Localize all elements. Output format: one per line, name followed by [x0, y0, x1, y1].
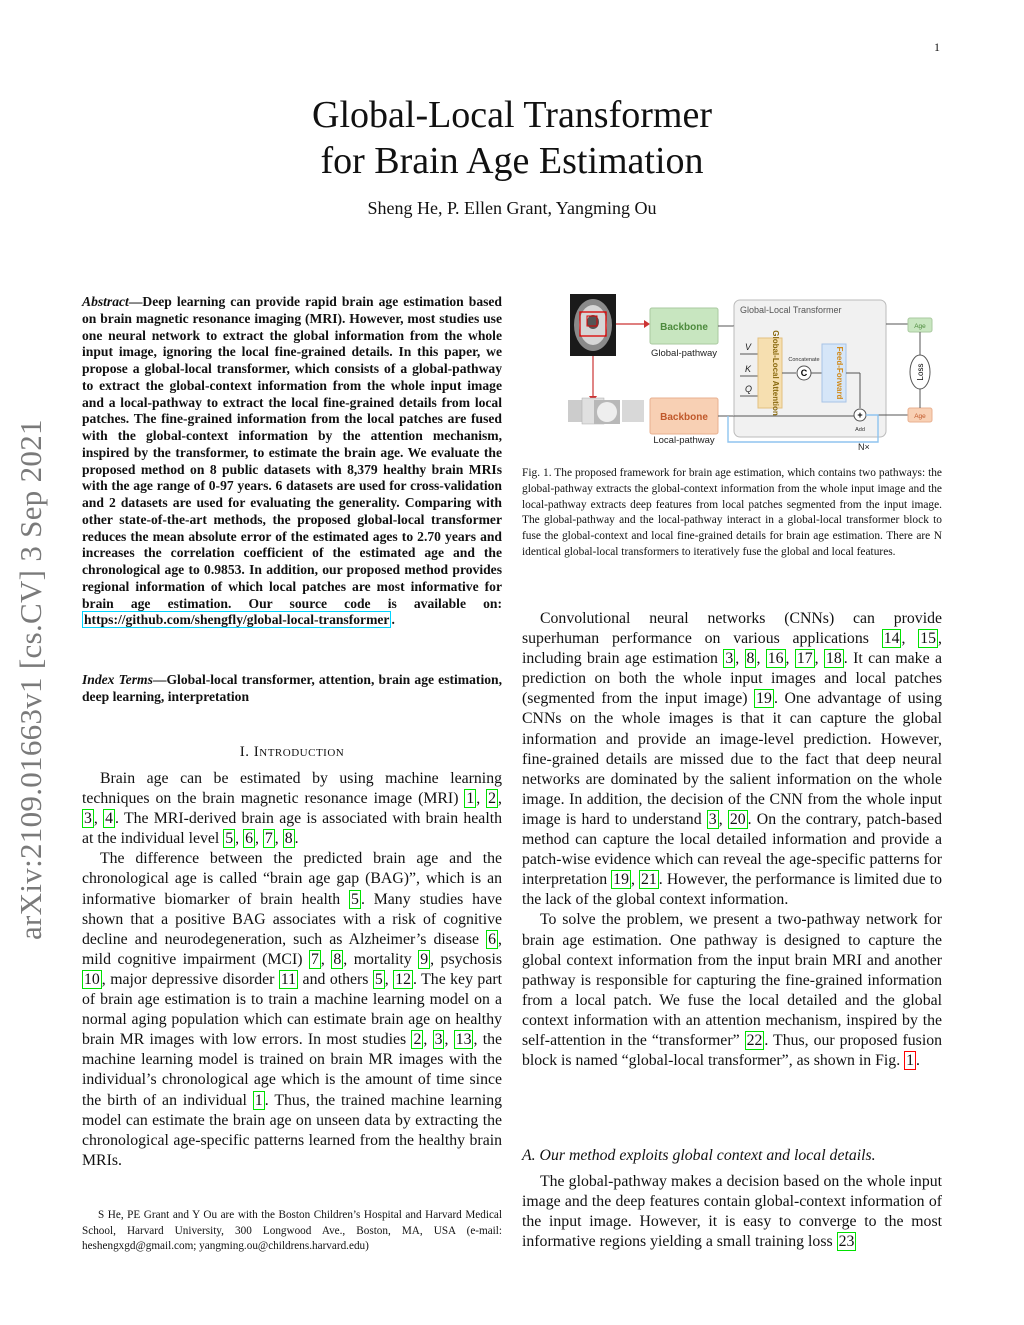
age-label-top: Age: [914, 323, 926, 330]
citation[interactable]: 11: [280, 970, 297, 988]
subsection-heading: A. Our method exploits global context and local details.: [522, 1147, 876, 1164]
title-line-2: for Brain Age Estimation: [320, 140, 704, 182]
citation[interactable]: 5: [374, 970, 383, 988]
citation[interactable]: 20: [729, 810, 746, 828]
intro-paragraph-4: To solve the problem, we present a two-pathway network for brain age estimation. One pathway is designed to capture the global context information from the input brain MRI and another pathway is responsible for capturing the fine-grained information from a local patch. We fuse the local detailed and the global context information with an attention mechanism, inspired by the self-attention in the “transformer” 22 . Thus, our proposed fusion block is named “global-local transformer”, as shown in Fig. 1 .: [522, 911, 943, 1070]
intro-left-text: [82, 769, 502, 1171]
citation[interactable]: 5: [225, 830, 234, 848]
figure-caption: Fig. 1. The proposed framework for brain age estimation, which contains two pathways: the global-pathway extracts the global-context information from the whole input image and the local-pathway extracts deep features from local patches segmented from the input image. The global-pathway and the local-pathway interact in a global-local transformer block to fuse the global-context and local fine-grained details for brain age estimation. There are N identical global-local transformers to iteratively fuse the global and local features.: [522, 467, 942, 558]
index-terms-label: Index Terms: [82, 672, 153, 687]
authors: Sheng He, P. Ellen Grant, Yangming Ou: [367, 198, 657, 218]
citation[interactable]: 13: [455, 1031, 472, 1049]
citation[interactable]: 2: [413, 1031, 422, 1049]
global-pathway-label: Global-pathway: [650, 348, 718, 359]
citation[interactable]: 3: [84, 810, 92, 828]
svg-text:+: +: [857, 410, 863, 420]
citation[interactable]: 3: [434, 1031, 443, 1049]
citation[interactable]: 21: [641, 871, 657, 889]
transformer-block-title: Global-Local Transformer: [740, 305, 842, 315]
abstract-label: Abstract: [82, 294, 129, 309]
backbone-global-label: Backbone: [660, 322, 708, 333]
backbone-local-label: Backbone: [660, 412, 708, 423]
intro-right-text: [522, 609, 942, 1071]
source-code-link[interactable]: https://github.com/shengfly/global-local-transformer: [84, 612, 390, 628]
subsection-text: [522, 1172, 942, 1252]
input-brain-image: [570, 294, 616, 356]
intro-paragraph-3: Convolutional neural networks (CNNs) can provide superhuman performance on various applications 14 , 15 , including brain age estimation 3 , 8 , 16 , 17 , 18 . It can make a prediction on both the whole input images and local patches (segmented from the input image) 19 . One advantage of using CNNs on the whole images is that it can capture the global information and provide an image-level prediction. However, fine-grained details are missed due to the fact that deep neural networks are dominated by the salient information on the whole image. In addition, the decision of the CNN from the whole input image is hard to understand 3 , 20 . On the contrary, patch-based method can capture the local detailed information and provide a patch-wise evidence which can reveal the age-specific patterns for interpretation 19 , 21 . However, the performance is limited due to the lack of the global context information.: [522, 610, 943, 909]
abstract-text: —Deep learning can provide rapid brain age estimation based on brain magnetic resonance imaging (MRI). However, most studies use one neural network to extract the global information from the whole input image, ignoring the local fine-grained details. In this paper, we propose a global-local transformer, which consists of a global-pathway to extract the global-context information from the whole input image and a local-pathway to extract the local fine-grained details from local patches. The fine-grained information from the local patches are fused with the global-context information by the attention mechanism, inspired by the transformer, to estimate the brain age. We evaluate the proposed method on 8 public datasets with 8,379 healthy brain MRIs with the age range of 0-97 years. 6 datasets are used for cross-validation and 2 datasets are used for evaluating the generality. Comparing with other state-of-the-art methods, the proposed global-local transformer reduces the mean absolute error of the estimated ages to 2.70 years and increases the correlation coefficient of the estimated age and the chronological age to 0.9853. In addition, our proposed method provides regional information of which local patches are most informative for brain age estimation. Our source code is available on:: [82, 294, 502, 611]
repeat-label: N×: [858, 442, 870, 452]
intro-paragraph-2: The difference between the predicted brain age and the chronological age is called “brain age gap (BAG)”, which is an informative biomarker of brain health 5 . Many studies have shown that a positive BAG associates with a risk of cognitive decline and neurodegeneration, such as Alzheimer’s disease 6 , mild cognitive impairment (MCI) 7 , 8 , mortality 9 , psychosis 10 , major depressive disorder 11 and others 5 , 12 . The key part of brain age estimation is to train a machine learning model on a normal aging population which can estimate brain age on healthy brain MR images with low errors. In most studies 2 , 3 , 13 , the machine learning model is trained on brain MR images with the individual’s chronological age which is the amount of time since the birth of an individual 1 . Thus, the trained machine learning model can estimate the brain age on unseen data by extracting the chronological age-specific patterns learned from the healthy brain MRIs.: [82, 850, 503, 1169]
k-label: K: [745, 364, 752, 374]
framework-diagram: [568, 292, 946, 454]
citation[interactable]: 14: [883, 630, 900, 648]
citation[interactable]: 9: [420, 950, 429, 968]
citation[interactable]: 6: [488, 930, 497, 948]
citation[interactable]: 23: [838, 1233, 855, 1251]
citation[interactable]: 18: [825, 650, 842, 668]
footnote: S He, PE Grant and Y Ou are with the Boston Children’s Hospital and Harvard Medical School, Harvard University, 300 Longwood Ave., Boston, MA, USA (e-mail: heshengxgd@gmail.com; yangming.ou@childrens.harvard.edu): [82, 1209, 502, 1253]
citation[interactable]: 8: [333, 950, 342, 968]
citation[interactable]: 1: [254, 1091, 263, 1109]
citation[interactable]: 4: [105, 810, 114, 828]
citation[interactable]: 16: [767, 650, 784, 668]
citation[interactable]: 1: [466, 790, 475, 808]
citation[interactable]: 7: [311, 950, 319, 968]
age-label-bottom: Age: [914, 413, 926, 420]
v-label: V: [745, 342, 752, 352]
section-heading: I. Introduction: [239, 744, 345, 760]
figure-1: [568, 292, 946, 454]
intro-paragraph-1: Brain age can be estimated by using machine learning techniques on the brain magnetic resonance image (MRI) 1 , 2 , 3 , 4 . The MRI-derived brain age is associated with brain health at the individual level 5 , 6 , 7 , 8 .: [82, 770, 502, 848]
citation[interactable]: 3: [708, 810, 717, 828]
citation[interactable]: 3: [725, 650, 734, 668]
loss-label: Loss: [916, 363, 925, 381]
citation[interactable]: 19: [613, 871, 629, 889]
citation[interactable]: 2: [488, 790, 497, 808]
paper-title: [0, 92, 1024, 184]
citation[interactable]: 8: [284, 830, 293, 848]
concatenate-label: Concatenate: [788, 357, 820, 363]
concatenate-symbol: C: [800, 368, 808, 378]
citation[interactable]: 15: [920, 630, 937, 648]
add-label: Add: [855, 427, 865, 433]
citation[interactable]: 12: [395, 970, 412, 988]
title-line-1: Global-Local Transformer: [312, 94, 712, 136]
local-patches: [568, 398, 644, 424]
citation[interactable]: 8: [746, 650, 755, 668]
subsection-paragraph: The global-pathway makes a decision based on the whole input image and the deep features contain global-context information of the input image. However, it is easy to converge to the most informative regions yielding a small training loss 23: [522, 1173, 942, 1251]
citation[interactable]: 19: [756, 690, 772, 708]
page-number: 1: [934, 40, 940, 54]
citation[interactable]: 17: [796, 650, 813, 668]
q-label: Q: [745, 384, 753, 394]
citation[interactable]: 10: [84, 970, 100, 988]
citation[interactable]: 7: [264, 830, 273, 848]
figure-reference[interactable]: 1: [906, 1052, 915, 1070]
citation[interactable]: 5: [351, 890, 359, 908]
abstract: [82, 294, 502, 629]
arxiv-stamp: arXiv:2109.01663v1 [cs.CV] 3 Sep 2021: [13, 419, 48, 940]
index-terms: [82, 672, 502, 706]
citation[interactable]: 6: [245, 830, 253, 848]
citation[interactable]: 22: [746, 1031, 763, 1049]
abstract-end: .: [391, 612, 395, 628]
local-pathway-label: Local-pathway: [653, 435, 715, 446]
index-terms-text: —Global-local transformer, attention, brain age estimation, deep learning, interpretation: [82, 672, 502, 704]
feed-forward-label: Feed-Forward: [835, 346, 844, 400]
attention-label: Global-Local Attention: [771, 330, 780, 416]
